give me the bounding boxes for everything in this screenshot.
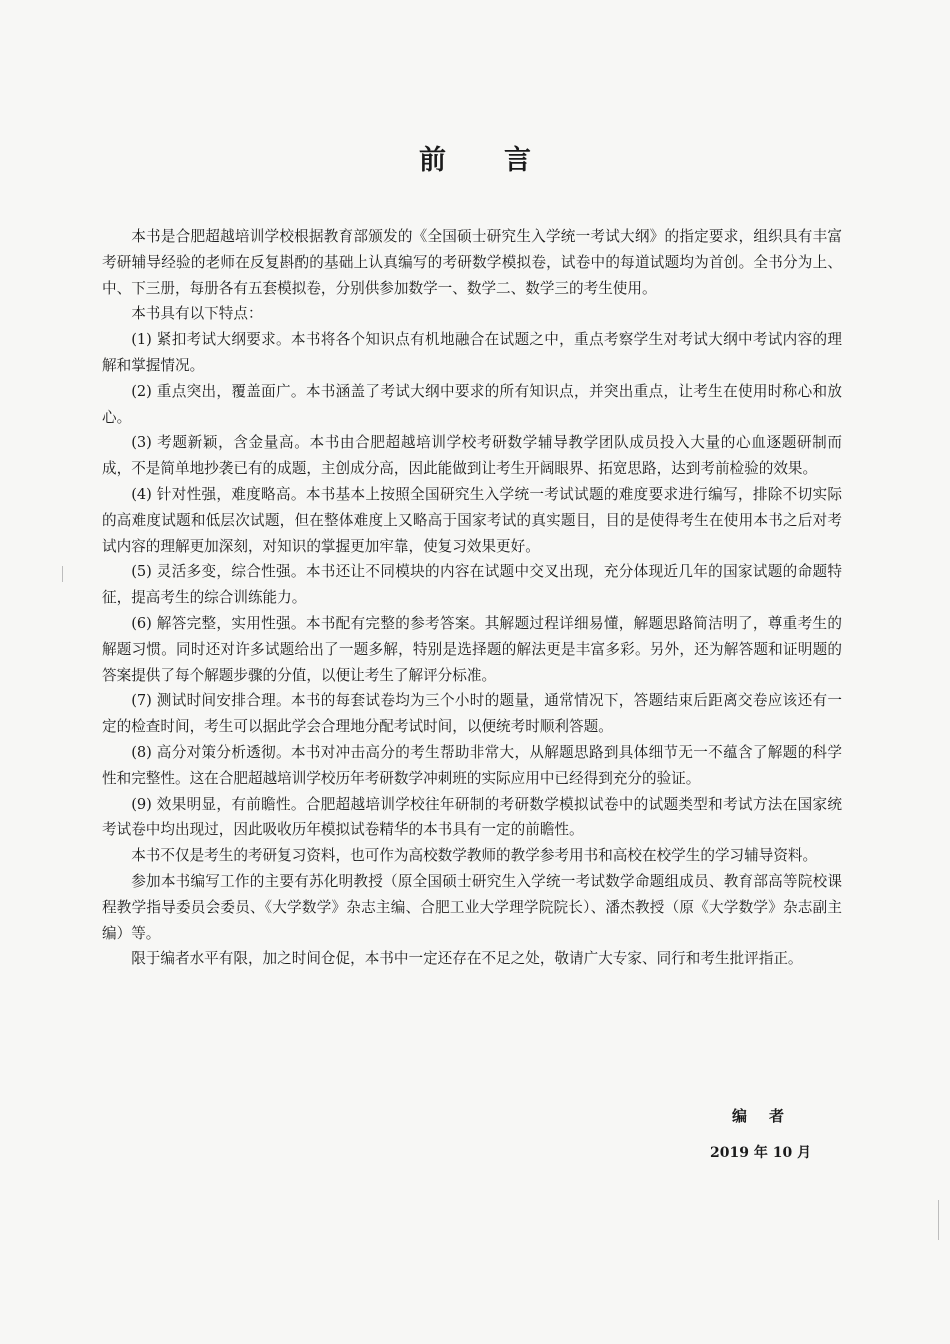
paragraph-features-heading: 本书具有以下特点：: [131, 305, 263, 323]
page-title: 前言: [419, 145, 589, 176]
paragraph-usage: 本书不仅是考生的考研复习资料，也可作为高校数学教师的教学参考用书和高校在校学生的学习辅导资料。: [131, 847, 818, 865]
paragraph-authors: 参加本书编写工作的主要有苏化明教授（原全国硕士研究生入学统一考试数学命题组成员、教育部高等院校课程教学指导委员会委员、《大学数学》杂志主编、合肥工业大学理学院院长）、潘杰教授（原《大学数学》杂志副主编）等。: [102, 872, 842, 942]
editor-signature: 编者: [732, 1107, 807, 1125]
scan-mark: [938, 1200, 939, 1240]
paragraph-feature-5: (5) 灵活多变，综合性强。本书还让不同模块的内容在试题中交叉出现，充分体现近几年的国家试题的命题特征，提高考生的综合训练能力。: [102, 563, 842, 607]
paragraph-feature-2: (2) 重点突出，覆盖面广。本书涵盖了考试大纲中要求的所有知识点，并突出重点，让考生在使用时称心和放心。: [102, 382, 842, 426]
paragraph-feature-8: (8) 高分对策分析透彻。本书对冲击高分的考生帮助非常大，从解题思路到具体细节无一不蕴含了解题的科学性和完整性。这在合肥超越培训学校历年考研数学冲刺班的实际应用中已经得到充分的验证。: [102, 743, 842, 787]
paragraph-feature-9: (9) 效果明显，有前瞻性。合肥超越培训学校往年研制的考研数学模拟试卷中的试题类型和考试方法在国家统考试卷中均出现过，因此吸收历年模拟试卷精华的本书具有一定的前瞻性。: [102, 795, 842, 839]
preface-body: [102, 224, 842, 972]
preface-date: 2019 年 10 月: [710, 1145, 812, 1161]
paragraph-intro: 本书是合肥超越培训学校根据教育部颁发的《全国硕士研究生入学统一考试大纲》的指定要求，组织具有丰富考研辅导经验的老师在反复斟酌的基础上认真编写的考研数学模拟卷，试卷中的每道试题均为首创。全书分为上、中、下三册，每册各有五套模拟卷，分别供参加数学一、数学二、数学三的考生使用。: [102, 228, 842, 297]
paragraph-feature-1: (1) 紧扣考试大纲要求。本书将各个知识点有机地融合在试题之中，重点考察学生对考试大纲中考试内容的理解和掌握情况。: [102, 331, 842, 374]
paragraph-closing: 限于编者水平有限，加之时间仓促，本书中一定还存在不足之处，敬请广大专家、同行和考生批评指正。: [131, 950, 803, 968]
scan-mark: [62, 566, 63, 582]
paragraph-feature-3: (3) 考题新颖，含金量高。本书由合肥超越培训学校考研数学辅导教学团队成员投入大量的心血逐题研制而成，不是简单地抄袭已有的成题，主创成分高，因此能做到让考生开阔眼界、拓宽思路，达到考前检验的效果。: [102, 434, 842, 478]
paragraph-feature-7: (7) 测试时间安排合理。本书的每套试卷均为三个小时的题量，通常情况下，答题结束后距离交卷应该还有一定的检查时间，考生可以据此学会合理地分配考试时间，以便统考时顺利答题。: [102, 692, 842, 736]
paragraph-feature-4: (4) 针对性强，难度略高。本书基本上按照全国研究生入学统一考试试题的难度要求进行编写，排除不切实际的高难度试题和低层次试题，但在整体难度上又略高于国家考试的真实题目，目的是使得考生在使用本书之后对考试内容的理解更加深刻，对知识的掌握更加牢靠，使复习效果更好。: [102, 485, 842, 555]
paragraph-feature-6: (6) 解答完整，实用性强。本书配有完整的参考答案。其解题过程详细易懂，解题思路简洁明了，尊重考生的解题习惯。同时还对许多试题给出了一题多解，特别是选择题的解法更是丰富多彩。另外，还为解答题和证明题的答案提供了每个解题步骤的分值，以便让考生了解评分标准。: [102, 614, 842, 684]
